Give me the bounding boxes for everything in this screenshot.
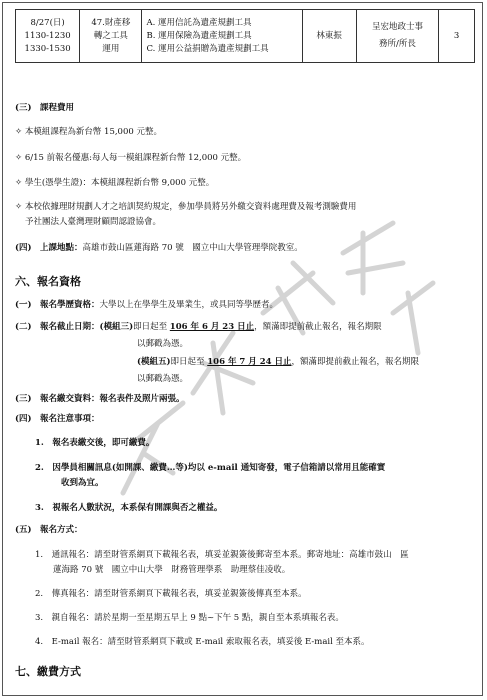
date-line: 8/27(日) xyxy=(30,17,65,28)
note-item xyxy=(35,501,222,513)
note-item xyxy=(35,461,385,473)
qualification-line xyxy=(15,298,278,310)
group5-mid: 即日起至 xyxy=(170,357,208,367)
deadline-label: (二) 報名截止日期： xyxy=(15,322,100,332)
section6-heading: 六、報名資格 xyxy=(15,275,81,288)
group5-suffix: ，額滿即提前截止報名，報名期限 xyxy=(291,357,420,367)
method-number: 4. xyxy=(35,637,44,647)
diamond-bullet-icon: ✧ xyxy=(15,202,23,212)
materials-label: (三) 報名繳交資料： xyxy=(15,394,100,404)
date-line: 1330-1530 xyxy=(24,43,71,54)
note-number: 2. xyxy=(35,463,44,473)
materials-line xyxy=(15,392,185,404)
method-item xyxy=(35,635,370,647)
topics-cell xyxy=(142,10,302,63)
method-text: 通訊報名：請至財管系網頁下載報名表，填妥並親簽後郵寄至本系。郵寄地址：高雄市鼓山 區 xyxy=(51,550,409,560)
group3-suffix: ，額滿即提前截止報名，報名期限 xyxy=(254,322,382,332)
method-item xyxy=(35,548,409,560)
method-number: 2. xyxy=(35,589,44,599)
group5-line xyxy=(137,355,419,367)
group3-mid: 即日起至 xyxy=(133,322,170,332)
fee-text: 本模組課程為新台幣 15,000 元整。 xyxy=(24,127,162,137)
fee-text: 學生(憑學生證)：本模組課程新台幣 9,000 元整。 xyxy=(24,178,215,188)
method-number: 1. xyxy=(35,550,44,560)
topic-line: C. 運用公益捐贈為遺產規劃工具 xyxy=(146,43,269,54)
fee-item xyxy=(15,125,162,137)
section7-heading: 七、繳費方式 xyxy=(15,665,81,678)
org-cell xyxy=(356,10,439,63)
diamond-bullet-icon: ✧ xyxy=(15,153,23,163)
deadline-line xyxy=(15,320,382,332)
note-number: 3. xyxy=(35,503,44,513)
fee-item xyxy=(15,151,246,163)
qualification-value: 大學以上在學學生及畢業生，或具同等學歷者。 xyxy=(99,300,279,310)
org-line: 務所/所長 xyxy=(379,39,416,49)
note-item xyxy=(35,436,154,448)
diamond-bullet-icon: ✧ xyxy=(15,127,23,137)
course-line: 轉之工具 xyxy=(93,30,128,41)
group5-line2: 以郵戳為憑。 xyxy=(137,374,189,384)
method-item xyxy=(35,611,344,623)
note-text: 報名表繳交後，即可繳費。 xyxy=(52,438,155,448)
date-line: 1130-1230 xyxy=(24,30,71,41)
note-text: 視報名人數狀況，本系保有開課與否之權益。 xyxy=(52,503,223,513)
org-line: 呈宏地政士事 xyxy=(371,22,423,32)
diamond-bullet-icon: ✧ xyxy=(15,178,23,188)
course-cell xyxy=(80,10,142,63)
hours-cell: 3 xyxy=(439,10,475,63)
document-page xyxy=(2,2,483,696)
fee-text: 6/15 前報名優惠:每人每一模組課程新台幣 12,000 元整。 xyxy=(24,153,247,163)
fees-heading: (三) 課程費用 xyxy=(15,103,75,113)
method-number: 3. xyxy=(35,613,44,623)
materials-value: 報名表件及照片兩張。 xyxy=(99,394,185,404)
qualification-label: (一) 報名學歷資格： xyxy=(15,300,100,310)
location-line xyxy=(15,241,303,253)
fee-item xyxy=(15,176,214,188)
note-number: 1. xyxy=(35,438,44,448)
course-line: 47.財產移 xyxy=(91,17,131,28)
course-line: 運用 xyxy=(102,43,120,54)
notes-heading: (四) 報名注意事項： xyxy=(15,414,100,424)
fee-item xyxy=(15,200,356,212)
group3-line2: 以郵戳為憑。 xyxy=(137,339,189,349)
method-text: E-mail 報名：請至財管系網頁下載或 E-mail 索取報名表，填妥後 E-mail 至本系。 xyxy=(51,637,370,647)
method-text: 傳真報名：請至財管系網頁下載報名表，填妥並親簽後傳真至本系。 xyxy=(51,589,307,599)
topic-line: B. 運用保險為遺產規劃工具 xyxy=(146,30,252,41)
location-label: (四) 上課地點： xyxy=(15,243,83,253)
topic-line: A. 運用信託為遺產規劃工具 xyxy=(146,17,252,28)
teacher-cell: 林東振 xyxy=(302,10,356,63)
fee-text: 本校依據理財規劃人才之培訓契約規定，參加學員將另外繳交資料處理費及報考測驗費用 xyxy=(24,202,357,212)
fee-text-cont: 予社團法人臺灣理財顧問認證協會。 xyxy=(25,217,162,227)
group5-date: 106 年 7 月 24 日止 xyxy=(207,357,292,367)
note-text-cont: 收到為宜。 xyxy=(61,478,104,488)
method-item xyxy=(35,587,307,599)
note-text: 因學員相關訊息(如開課、繳費…等)均以 e-mail 通知寄發，電子信箱請以常用且能確實 xyxy=(52,463,386,473)
group3-date: 106 年 6 月 23 日止 xyxy=(169,322,255,332)
group3-prefix: (模組三) xyxy=(99,322,134,332)
location-value: 高雄市鼓山區蓮海路 70 號 國立中山大學管理學院教室。 xyxy=(82,243,303,253)
group5-prefix: (模組五) xyxy=(137,357,171,367)
schedule-table xyxy=(15,9,475,63)
method-text: 親自報名：請於星期一至星期五早上 9 點~下午 5 點，親自至本系填報名表。 xyxy=(51,613,344,623)
table-row xyxy=(16,10,475,63)
methods-heading: (五) 報名方式： xyxy=(15,525,83,535)
method-text-cont: 蓮海路 70 號 國立中山大學 財務管理學系 助理蔡佳凌收。 xyxy=(53,565,291,575)
date-cell xyxy=(16,10,80,63)
